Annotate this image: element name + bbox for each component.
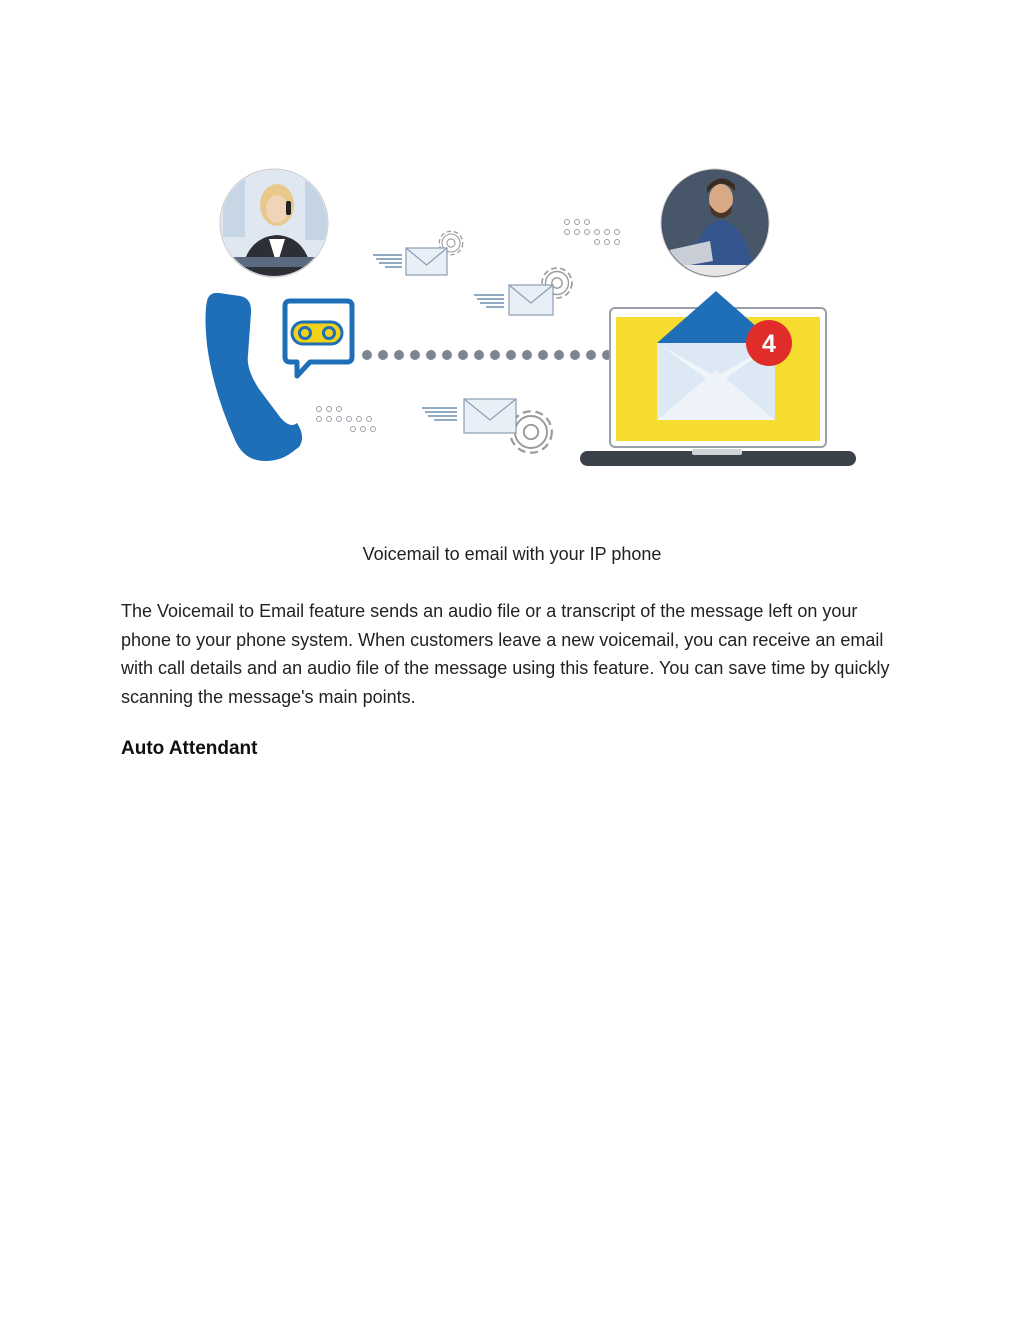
notification-count: 4 xyxy=(762,330,776,358)
figure-caption: Voicemail to email with your IP phone xyxy=(362,544,662,564)
section-heading: Auto Attendant xyxy=(121,738,258,759)
flying-envelope-icon xyxy=(422,399,552,453)
dotted-connection-line xyxy=(362,350,612,360)
notification-badge xyxy=(746,320,792,366)
man-recipient-avatar xyxy=(661,169,771,279)
flying-envelope-icon xyxy=(474,268,572,315)
body-paragraph: The Voicemail to Email feature sends an audio file or a transcript of the message left on your phone to your phone system. When customers leave a new voicemail, you can receive an email with call details and an audio file of the message using this feature. You can save time by quickly scanning the message's main points. xyxy=(121,601,890,707)
voicemail-to-email-illustration xyxy=(195,165,865,470)
flying-envelope-icon xyxy=(373,231,463,275)
voicemail-bubble-icon xyxy=(285,301,352,376)
woman-caller-avatar xyxy=(220,169,330,280)
